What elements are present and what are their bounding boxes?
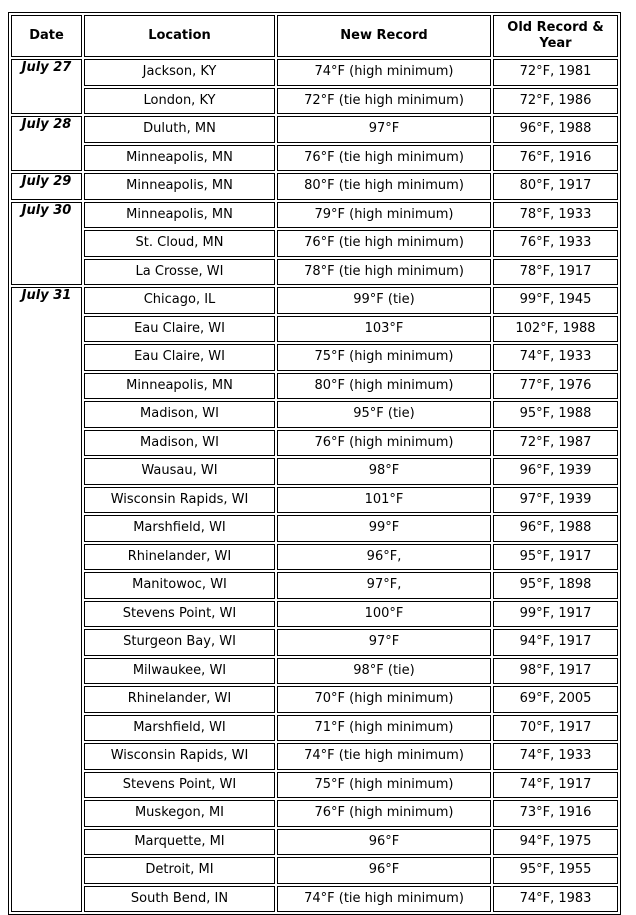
new-record-cell: 75°F (high minimum) <box>277 772 491 799</box>
new-record-cell: 96°F <box>277 857 491 884</box>
location-cell: Eau Claire, WI <box>84 344 275 371</box>
table-row <box>11 316 618 343</box>
old-record-cell: 99°F, 1917 <box>493 601 618 628</box>
location-cell: Stevens Point, WI <box>84 772 275 799</box>
table-row <box>11 515 618 542</box>
new-record-cell: 75°F (high minimum) <box>277 344 491 371</box>
old-record-cell: 76°F, 1933 <box>493 230 618 257</box>
location-cell: Rhinelander, WI <box>84 686 275 713</box>
location-cell: Marshfield, WI <box>84 515 275 542</box>
new-record-cell: 74°F (tie high minimum) <box>277 743 491 770</box>
new-record-cell: 76°F (high minimum) <box>277 430 491 457</box>
old-record-cell: 102°F, 1988 <box>493 316 618 343</box>
table-row <box>11 886 618 913</box>
new-record-cell: 99°F (tie) <box>277 287 491 314</box>
table-row <box>11 59 618 86</box>
new-record-cell: 96°F <box>277 829 491 856</box>
old-record-cell: 95°F, 1917 <box>493 544 618 571</box>
new-record-cell: 76°F (high minimum) <box>277 800 491 827</box>
table-row <box>11 401 618 428</box>
table-header <box>11 15 618 57</box>
new-record-cell: 74°F (high minimum) <box>277 59 491 86</box>
location-cell: Chicago, IL <box>84 287 275 314</box>
new-record-cell: 97°F <box>277 116 491 143</box>
old-record-cell: 95°F, 1955 <box>493 857 618 884</box>
old-record-cell: 96°F, 1939 <box>493 458 618 485</box>
location-cell: Manitowoc, WI <box>84 572 275 599</box>
new-record-cell: 95°F (tie) <box>277 401 491 428</box>
table-row <box>11 829 618 856</box>
table-row <box>11 800 618 827</box>
old-record-cell: 72°F, 1987 <box>493 430 618 457</box>
old-record-cell: 77°F, 1976 <box>493 373 618 400</box>
old-record-cell: 80°F, 1917 <box>493 173 618 200</box>
old-record-cell: 95°F, 1988 <box>493 401 618 428</box>
new-record-cell: 76°F (tie high minimum) <box>277 230 491 257</box>
old-record-cell: 72°F, 1981 <box>493 59 618 86</box>
table-row <box>11 430 618 457</box>
table-row <box>11 572 618 599</box>
old-record-cell: 78°F, 1917 <box>493 259 618 286</box>
old-record-cell: 74°F, 1933 <box>493 743 618 770</box>
new-record-cell: 79°F (high minimum) <box>277 202 491 229</box>
table-row <box>11 743 618 770</box>
new-record-cell: 72°F (tie high minimum) <box>277 88 491 115</box>
old-record-cell: 73°F, 1916 <box>493 800 618 827</box>
records-table-container <box>8 12 621 915</box>
table-row <box>11 544 618 571</box>
location-cell: Minneapolis, MN <box>84 173 275 200</box>
location-cell: Eau Claire, WI <box>84 316 275 343</box>
table-row <box>11 116 618 143</box>
old-record-cell: 94°F, 1975 <box>493 829 618 856</box>
new-record-cell: 98°F (tie) <box>277 658 491 685</box>
old-record-cell: 69°F, 2005 <box>493 686 618 713</box>
header-location: Location <box>84 15 275 57</box>
header-old-record: Old Record & Year <box>493 15 618 57</box>
table-row <box>11 230 618 257</box>
old-record-cell: 72°F, 1986 <box>493 88 618 115</box>
new-record-cell: 78°F (tie high minimum) <box>277 259 491 286</box>
location-cell: St. Cloud, MN <box>84 230 275 257</box>
new-record-cell: 80°F (tie high minimum) <box>277 173 491 200</box>
table-row <box>11 715 618 742</box>
location-cell: Sturgeon Bay, WI <box>84 629 275 656</box>
table-row <box>11 487 618 514</box>
new-record-cell: 96°F, <box>277 544 491 571</box>
new-record-cell: 76°F (tie high minimum) <box>277 145 491 172</box>
old-record-cell: 76°F, 1916 <box>493 145 618 172</box>
table-body <box>11 59 618 912</box>
location-cell: London, KY <box>84 88 275 115</box>
header-row <box>11 15 618 57</box>
location-cell: Minneapolis, MN <box>84 373 275 400</box>
location-cell: Milwaukee, WI <box>84 658 275 685</box>
date-cell: July 29 <box>11 173 82 200</box>
old-record-cell: 99°F, 1945 <box>493 287 618 314</box>
location-cell: Madison, WI <box>84 401 275 428</box>
location-cell: Stevens Point, WI <box>84 601 275 628</box>
temperature-records-table <box>8 12 621 915</box>
location-cell: Detroit, MI <box>84 857 275 884</box>
date-cell: July 31 <box>11 287 82 912</box>
table-row <box>11 857 618 884</box>
location-cell: La Crosse, WI <box>84 259 275 286</box>
new-record-cell: 74°F (tie high minimum) <box>277 886 491 913</box>
date-cell: July 28 <box>11 116 82 171</box>
table-row <box>11 686 618 713</box>
location-cell: South Bend, IN <box>84 886 275 913</box>
header-date: Date <box>11 15 82 57</box>
old-record-cell: 74°F, 1983 <box>493 886 618 913</box>
table-row <box>11 145 618 172</box>
table-row <box>11 629 618 656</box>
table-row <box>11 202 618 229</box>
location-cell: Minneapolis, MN <box>84 145 275 172</box>
new-record-cell: 98°F <box>277 458 491 485</box>
table-row <box>11 173 618 200</box>
table-row <box>11 344 618 371</box>
new-record-cell: 97°F <box>277 629 491 656</box>
location-cell: Muskegon, MI <box>84 800 275 827</box>
old-record-cell: 97°F, 1939 <box>493 487 618 514</box>
new-record-cell: 103°F <box>277 316 491 343</box>
location-cell: Marquette, MI <box>84 829 275 856</box>
table-row <box>11 88 618 115</box>
old-record-cell: 70°F, 1917 <box>493 715 618 742</box>
new-record-cell: 97°F, <box>277 572 491 599</box>
new-record-cell: 101°F <box>277 487 491 514</box>
old-record-cell: 96°F, 1988 <box>493 116 618 143</box>
new-record-cell: 99°F <box>277 515 491 542</box>
new-record-cell: 80°F (high minimum) <box>277 373 491 400</box>
table-row <box>11 658 618 685</box>
location-cell: Wisconsin Rapids, WI <box>84 487 275 514</box>
old-record-cell: 74°F, 1917 <box>493 772 618 799</box>
location-cell: Minneapolis, MN <box>84 202 275 229</box>
date-cell: July 27 <box>11 59 82 114</box>
location-cell: Marshfield, WI <box>84 715 275 742</box>
table-row <box>11 287 618 314</box>
new-record-cell: 71°F (high minimum) <box>277 715 491 742</box>
table-row <box>11 772 618 799</box>
location-cell: Wisconsin Rapids, WI <box>84 743 275 770</box>
location-cell: Jackson, KY <box>84 59 275 86</box>
location-cell: Duluth, MN <box>84 116 275 143</box>
location-cell: Rhinelander, WI <box>84 544 275 571</box>
location-cell: Madison, WI <box>84 430 275 457</box>
table-row <box>11 373 618 400</box>
header-new-record: New Record <box>277 15 491 57</box>
table-row <box>11 458 618 485</box>
table-row <box>11 601 618 628</box>
new-record-cell: 100°F <box>277 601 491 628</box>
table-row <box>11 259 618 286</box>
new-record-cell: 70°F (high minimum) <box>277 686 491 713</box>
old-record-cell: 74°F, 1933 <box>493 344 618 371</box>
date-cell: July 30 <box>11 202 82 286</box>
old-record-cell: 98°F, 1917 <box>493 658 618 685</box>
old-record-cell: 78°F, 1933 <box>493 202 618 229</box>
old-record-cell: 96°F, 1988 <box>493 515 618 542</box>
old-record-cell: 94°F, 1917 <box>493 629 618 656</box>
location-cell: Wausau, WI <box>84 458 275 485</box>
old-record-cell: 95°F, 1898 <box>493 572 618 599</box>
